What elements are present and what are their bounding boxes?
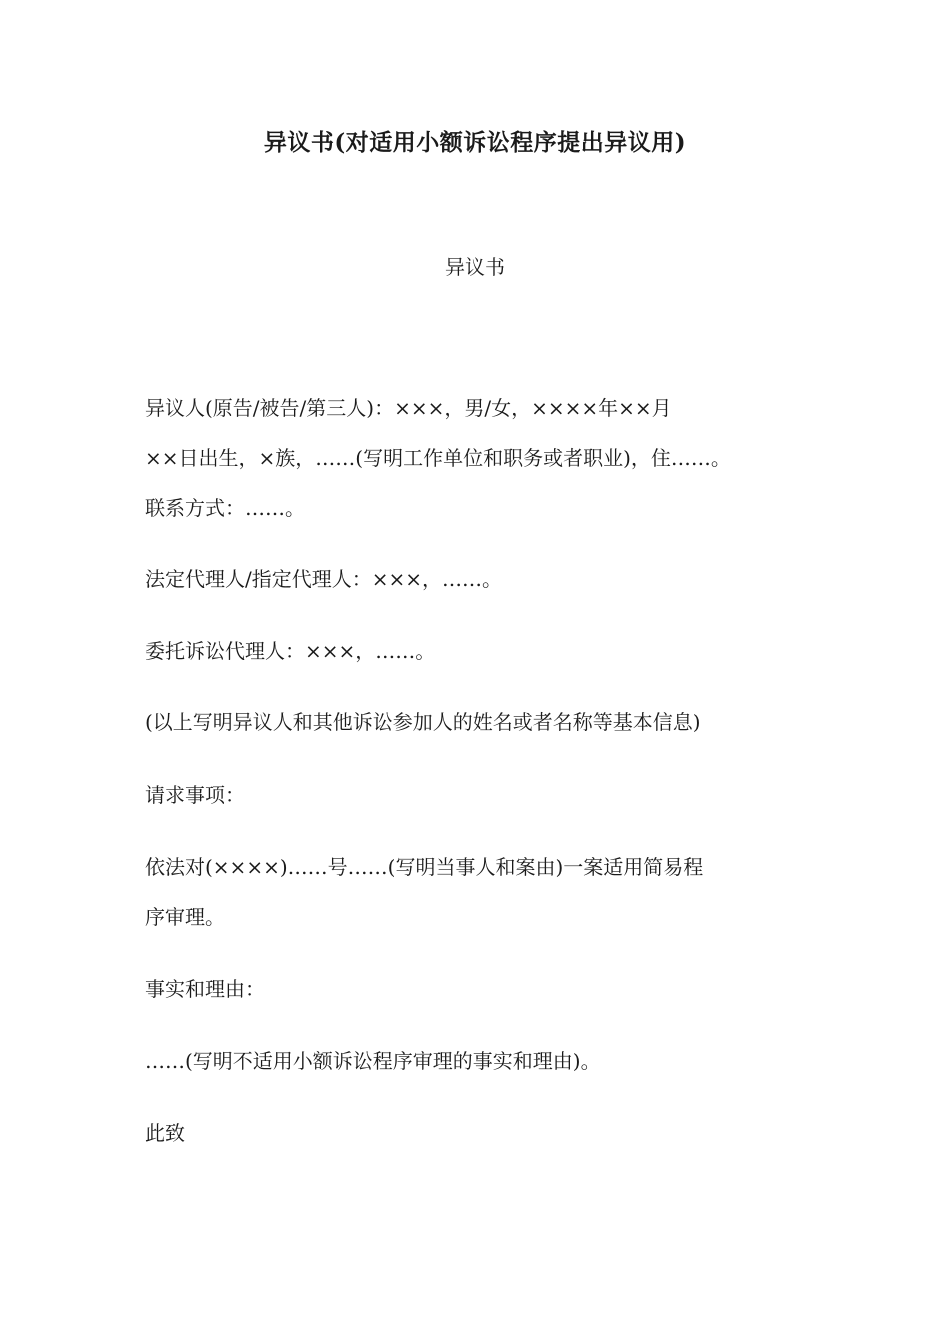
document-subtitle: 异议书 [445, 255, 505, 279]
facts-heading: 事实和理由： [145, 977, 265, 1001]
document-title: 异议书(对适用小额诉讼程序提出异议用) [263, 129, 687, 156]
parties-note: (以上写明异议人和其他诉讼参加人的姓名或者名称等基本信息) [145, 710, 701, 734]
request-body-line-2: 序审理。 [145, 905, 225, 929]
legal-representative: 法定代理人/指定代理人：×××，……。 [145, 567, 503, 591]
objector-contact: 联系方式：……。 [145, 496, 305, 520]
request-body [145, 842, 835, 942]
entrusted-agent: 委托诉讼代理人：×××，……。 [145, 639, 436, 663]
closing-salutation: 此致 [145, 1121, 185, 1145]
objector-info [145, 383, 835, 533]
facts-body: ……(写明不适用小额诉讼程序审理的事实和理由)。 [145, 1049, 601, 1073]
objector-line-1: 异议人(原告/被告/第三人)：×××，男/女，××××年××月 [145, 396, 672, 420]
request-body-line-1: 依法对(××××)……号……(写明当事人和案由)一案适用简易程 [145, 855, 704, 879]
request-heading: 请求事项： [145, 783, 245, 807]
objector-line-2: ××日出生，×族，……(写明工作单位和职务或者职业)，住……。 [145, 446, 731, 470]
